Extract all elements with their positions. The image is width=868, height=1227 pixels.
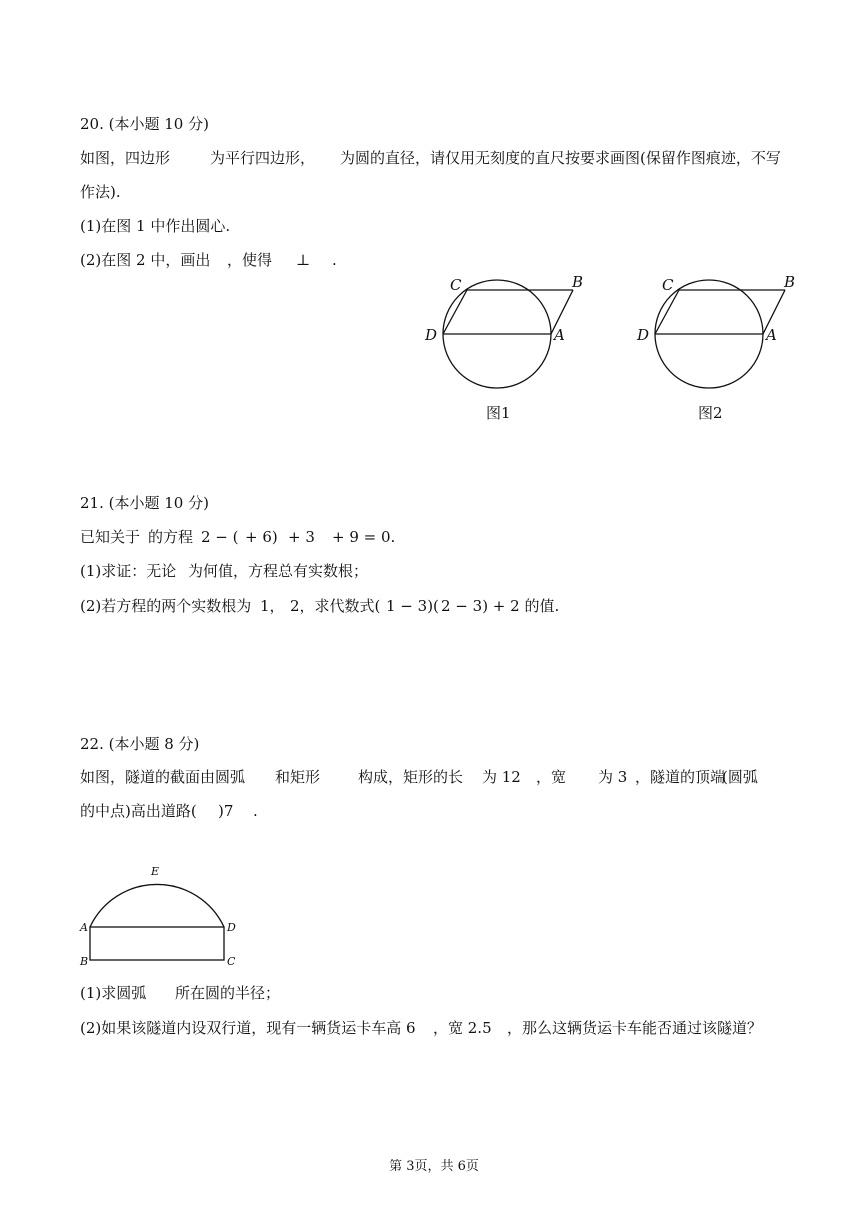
- q21-header: 21. (本小题 10 分): [80, 494, 209, 512]
- q22-text-1c: 构成，矩形的长: [358, 768, 464, 786]
- q21-part-1b: 为何值，方程总有实数根；: [188, 562, 369, 580]
- q21-text-1c: 2 − (: [201, 528, 239, 546]
- q22-text-1a: 如图，隧道的截面由圆弧: [80, 768, 246, 786]
- point-b-label: B: [80, 955, 89, 968]
- q22-part-1a: (1)求圆弧: [80, 984, 147, 1002]
- q22-text-2c: .: [253, 802, 258, 820]
- point-d-label: D: [637, 326, 650, 344]
- q20-part-2c: ⊥: [296, 251, 311, 269]
- point-c-label: C: [450, 276, 462, 294]
- point-d-label: D: [227, 921, 236, 934]
- point-c-label: C: [662, 276, 674, 294]
- q21-part-1a: (1)求证：无论: [80, 562, 177, 580]
- point-d-label: D: [425, 326, 438, 344]
- q22-header: 22. (本小题 8 分): [80, 735, 200, 753]
- page-footer: 第 3页，共 6页: [389, 1159, 479, 1174]
- q22-text-1h: (圆弧: [722, 768, 758, 786]
- q21-part-2d: 1 − 3)(: [386, 597, 439, 615]
- point-e-label: E: [151, 865, 160, 878]
- point-b-label: B: [784, 273, 796, 291]
- figure-1-caption: 图1: [486, 404, 511, 422]
- q22-text-1g: ，隧道的顶端: [635, 768, 726, 786]
- q22-part-2c: ，那么这辆货运卡车能否通过该隧道？: [507, 1019, 763, 1037]
- q22-part-2a: (2)如果该隧道内设双行道，现有一辆货运卡车高 6: [80, 1019, 416, 1037]
- q21-part-2a: (2)若方程的两个实数根为: [80, 597, 252, 615]
- q22-tunnel-figure: [70, 860, 250, 972]
- q21-text-1d: + 6): [245, 528, 278, 546]
- q22-text-1d: 为 12: [482, 768, 521, 786]
- q20-header: 20. (本小题 10 分): [80, 115, 209, 133]
- q20-text-1b: 为平行四边形，: [210, 149, 316, 167]
- q21-part-2c: 2，求代数式(: [290, 597, 381, 615]
- q21-text-1a: 已知关于: [80, 528, 141, 546]
- figure-2-caption: 图2: [698, 404, 723, 422]
- q20-part-2d: .: [332, 251, 337, 269]
- q20-part-1: (1)在图 1 中作出圆心.: [80, 217, 231, 235]
- q22-text-1b: 和矩形: [275, 768, 321, 786]
- q20-part-2b: ，使得: [227, 251, 273, 269]
- q20-part-2a: (2)在图 2 中，画出: [80, 251, 211, 269]
- q20-text-2: 作法).: [80, 183, 121, 201]
- q21-text-1f: + 9 = 0.: [332, 528, 396, 546]
- point-b-label: B: [572, 273, 584, 291]
- q21-text-1e: + 3: [288, 528, 315, 546]
- point-a-label: A: [554, 326, 565, 344]
- q20-text-1c: 为圆的直径，请仅用无刻度的直尺按要求画图(保留作图痕迹，不写: [340, 149, 781, 167]
- q22-text-1f: 为 3: [598, 768, 628, 786]
- q20-text-1a: 如图，四边形: [80, 149, 171, 167]
- q22-text-2b: )7: [218, 802, 234, 820]
- q21-part-2b: 1，: [260, 597, 285, 615]
- point-c-label: C: [227, 955, 236, 968]
- q22-text-1e: ，宽: [536, 768, 567, 786]
- point-a-label: A: [80, 921, 88, 934]
- point-a-label: A: [766, 326, 777, 344]
- q22-part-2b: ，宽 2.5: [433, 1019, 492, 1037]
- q20-figure-1: [420, 270, 590, 430]
- q21-text-1b: 的方程: [148, 528, 194, 546]
- q22-part-1b: 所在圆的半径；: [175, 984, 281, 1002]
- q21-part-2e: 2 − 3) + 2 的值.: [441, 597, 560, 615]
- q20-figure-2: [632, 270, 802, 430]
- q22-text-2a: 的中点)高出道路(: [80, 802, 197, 820]
